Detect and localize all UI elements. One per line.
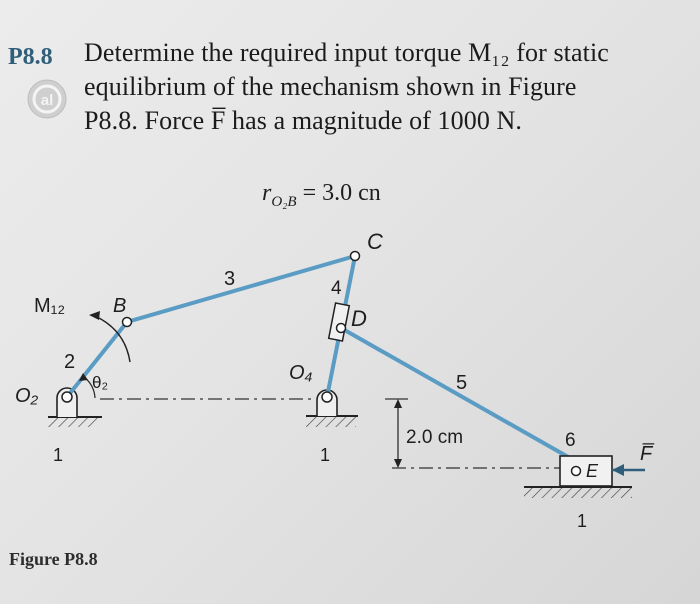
force-arrow: [612, 464, 645, 476]
label-E: E: [586, 461, 599, 481]
pin-C: [351, 252, 360, 261]
label-C: C: [367, 229, 383, 254]
ground-O2: [48, 388, 102, 427]
pin-D: [337, 324, 346, 333]
problem-text-line-3: P8.8. Force F̅ has a magnitude of 1000 N.: [84, 106, 523, 135]
pin-B: [123, 318, 132, 327]
problem-text-line-2: equilibrium of the mechanism shown in Figure: [84, 72, 577, 101]
label-D: D: [351, 306, 367, 331]
offset-dimension: [394, 399, 402, 468]
problem-number: P8.8: [8, 44, 53, 70]
label-ground-left: 1: [53, 445, 64, 465]
label-link-2: 2: [64, 351, 76, 373]
pin-E: [572, 467, 581, 476]
label-ground-mid: 1: [320, 445, 331, 465]
label-ground-right: 1: [577, 511, 588, 531]
label-offset: 2.0 cm: [406, 427, 464, 448]
svg-text:al: al: [40, 92, 54, 109]
label-O2: O₂: [15, 385, 39, 407]
label-O4: O₄: [289, 362, 313, 384]
given-radius: $r_{O_2B} = 3.0$ cn: [262, 180, 381, 210]
label-link-4: 4: [331, 278, 342, 299]
label-theta: θ₂: [92, 373, 109, 392]
pin-O2: [62, 392, 72, 402]
slider-D: [329, 303, 350, 341]
problem-text-line-1: Determine the required input torque M₁₂ for static: [84, 38, 609, 67]
label-link-6: 6: [565, 430, 576, 451]
ground-slider: [524, 487, 632, 498]
label-link-3: 3: [224, 268, 236, 290]
label-B: B: [113, 295, 127, 317]
pin-O4: [322, 392, 332, 402]
label-link-5: 5: [456, 372, 468, 394]
link-3: [127, 256, 355, 322]
label-moment: M₁₂: [34, 295, 66, 317]
label-force: F̅: [640, 443, 653, 465]
figure-caption: Figure P8.8: [9, 549, 98, 569]
